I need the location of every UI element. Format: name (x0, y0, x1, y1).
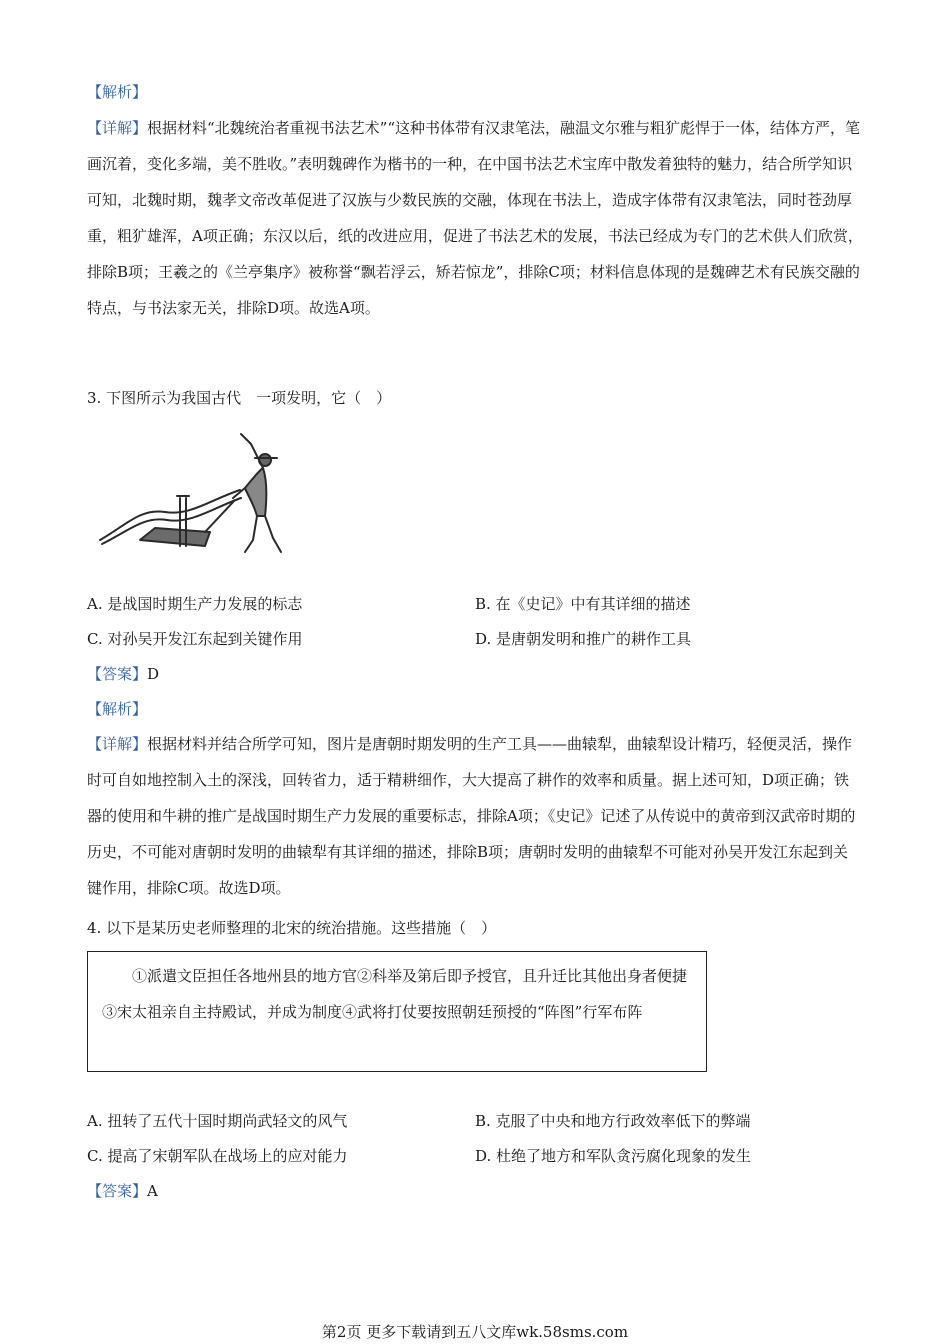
q4-option-c: C. 提高了宋朝军队在战场上的应对能力 (87, 1147, 348, 1165)
q3-option-a: A. 是战国时期生产力发展的标志 (87, 595, 303, 613)
q3-answer-label: 【答案】 (87, 665, 148, 683)
q4-option-d: D. 杜绝了地方和军队贪污腐化现象的发生 (475, 1147, 752, 1165)
q2-detail-label: 【详解】 (87, 119, 148, 137)
q4-option-a: A. 扭转了五代十国时期尚武轻文的风气 (87, 1112, 348, 1130)
q3-detail-paragraph (87, 726, 863, 906)
q4-answer-value: A (147, 1182, 158, 1200)
q3-detail-text: 根据材料并结合所学可知，图片是唐朝时期发明的生产工具——曲辕犁，曲辕犁设计精巧，轻便灵活，操作时可自如地控制入土的深浅，回转省力，适于精耕细作，大大提高了耕作的效率和质量。据上述可知，D项正确；铁器的使用和牛耕的推广是战国时期生产力发展的重要标志，排除A项；《史记》记述了从传说中的黄帝到汉武帝时期的历史，不可能对唐朝时发明的曲辕犁有其详细的描述，排除B项；唐朝时发明的曲辕犁不可能对孙吴开发江东起到关键作用，排除C项。故选D项。 (87, 735, 856, 897)
q2-detail-paragraph (87, 110, 863, 326)
q2-detail-text: 根据材料“北魏统治者重视书法艺术”“这种书体带有汉隶笔法，融温文尔雅与粗犷彪悍于一体，结体方严，笔画沉着，变化多端，美不胜收。”表明魏碑作为楷书的一种，在中国书法艺术宝库中散发着独特的魅力，结合所学知识可知，北魏时期，魏孝文帝改革促进了汉族与少数民族的交融，体现在书法上，造成字体带有汉隶笔法，同时苍劲厚重，粗犷雄浑，A项正确；东汉以后，纸的改进应用，促进了书法艺术的发展，书法已经成为专门的艺术供人们欣赏，排除B项；王羲之的《兰亭集序》被称誉“飘若浮云，矫若惊龙”，排除C项；材料信息体现的是魏碑艺术有民族交融的特点，与书法家无关，排除D项。故选A项。 (87, 119, 863, 317)
q4-stem: 4. 以下是某历史老师整理的北宋的统治措施。这些措施（ ） (87, 919, 497, 937)
q3-option-c: C. 对孙吴开发江东起到关键作用 (87, 630, 303, 648)
q4-answer (87, 1179, 158, 1203)
q3-stem: 3. 下图所示为我国古代 一项发明，它（ ） (87, 389, 392, 407)
q4-answer-label: 【答案】 (87, 1182, 148, 1200)
q3-answer (87, 662, 159, 686)
q3-option-d: D. 是唐朝发明和推广的耕作工具 (475, 630, 692, 648)
q4-option-b: B. 克服了中央和地方行政效率低下的弊端 (475, 1112, 751, 1130)
q3-detail-label: 【详解】 (87, 735, 148, 753)
q4-measures-box: ①派遣文臣担任各地州县的地方官②科举及第后即予授官，且升迁比其他出身者便捷③宋太祖亲自主持殿试，并成为制度④武将打仗要按照朝廷预授的“阵图”行军布阵 (87, 951, 707, 1072)
curved-plough-illustration (95, 428, 295, 558)
q3-option-b: B. 在《史记》中有其详细的描述 (475, 595, 691, 613)
q3-analysis-label: 【解析】 (87, 700, 148, 718)
q2-analysis-label: 【解析】 (87, 83, 148, 101)
page-footer: 第2页 更多下载请到五八文库wk.58sms.com (321, 1323, 629, 1341)
q3-answer-value: D (147, 665, 160, 683)
